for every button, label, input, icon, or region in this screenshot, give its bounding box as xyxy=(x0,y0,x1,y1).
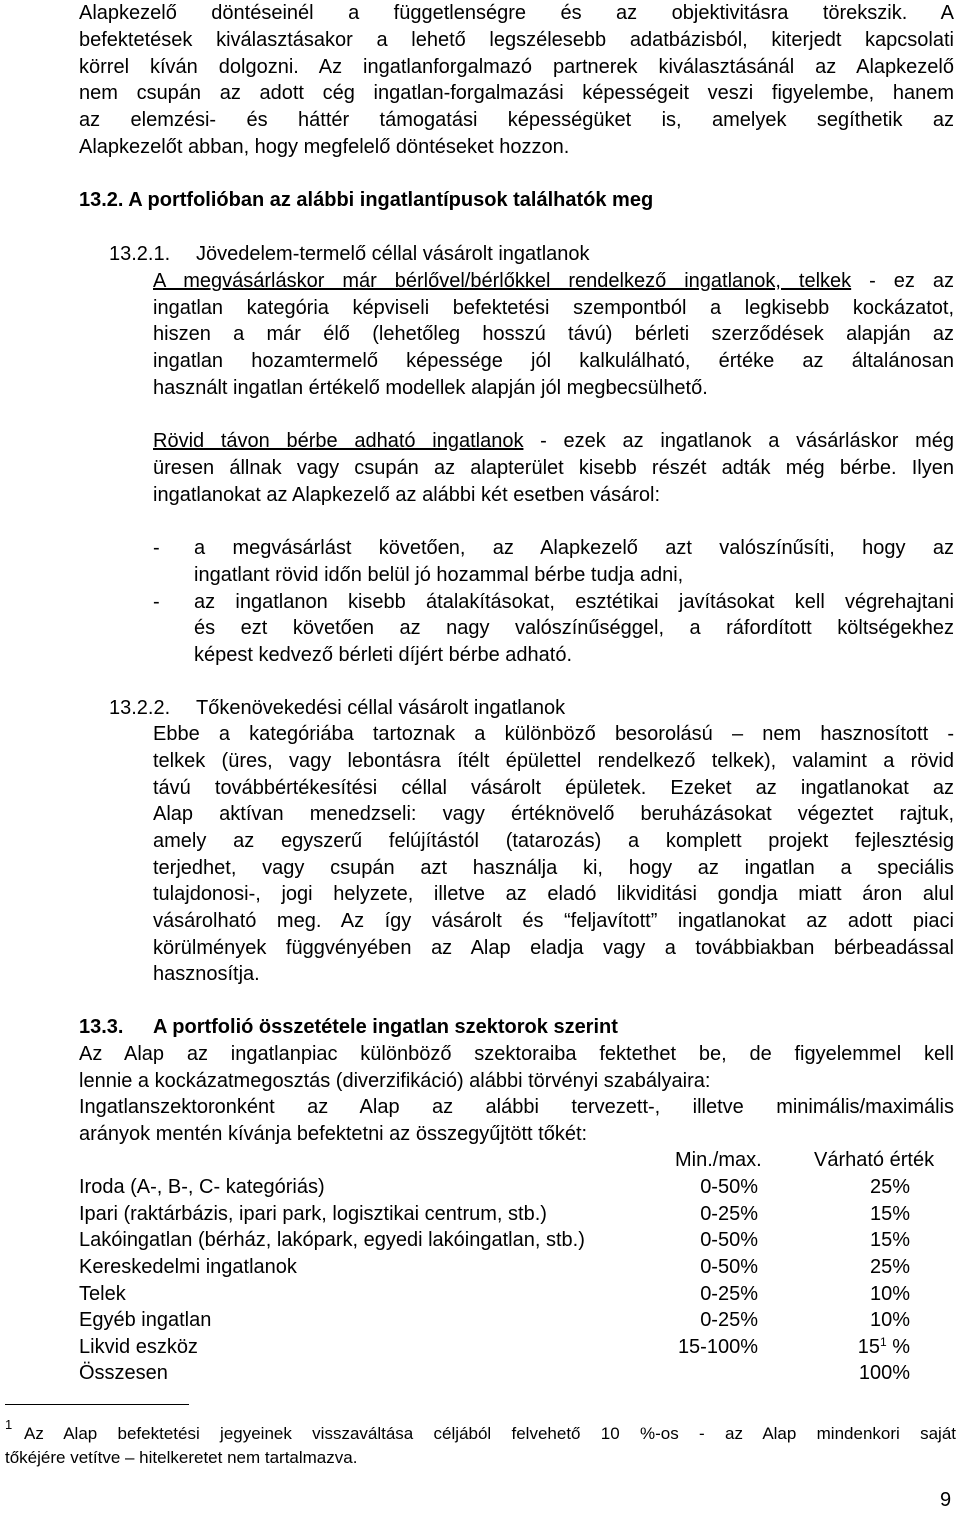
row-expected-value: 15 xyxy=(857,1336,880,1358)
header-expected: Várható érték xyxy=(814,1149,935,1171)
subsection-number-13-2-1: 13.2.1. xyxy=(109,243,171,265)
section-number-13-3: 13.3. xyxy=(79,1016,124,1038)
row-label: Iroda (A-, B-, C- kategóriás) xyxy=(79,1176,325,1198)
income-properties-term: A megvásárláskor már bérlővel/bérlőkkel rendelkező ingatlanok, telkek xyxy=(153,270,852,292)
row-expected: 25% xyxy=(869,1256,910,1278)
body-line: használt ingatlan értékelő modellek alapján jól megbecsülhető. xyxy=(153,377,708,399)
body-line: amely az egyszerű felújítástól (tatarozás) a komplett projekt fejlesztésig xyxy=(153,830,954,852)
row-label: Ipari (raktárbázis, ipari park, logisztikai centrum, stb.) xyxy=(79,1203,547,1225)
body-line: arányok mentén kívánja befektetni az összegyűjtött tőkét: xyxy=(79,1123,588,1145)
subsection-number-13-2-2: 13.2.2. xyxy=(109,697,171,719)
row-minmax: 15-100% xyxy=(677,1336,758,1358)
bullet-line: és ezt követően az nagy valószínűséggel, a ráfordított költségekhez xyxy=(194,617,954,639)
header-minmax: Min./max. xyxy=(675,1149,762,1171)
subsection-title-13-2-2: Tőkenövekedési céllal vásárolt ingatlanok xyxy=(196,697,566,719)
footnote-separator xyxy=(5,1404,189,1405)
footnote-line: Az Alap befektetési jegyeinek visszaváltása céljából felvehető 10 %-os - az Alap mindenkori saját xyxy=(24,1424,956,1443)
row-expected: 15% xyxy=(869,1203,910,1225)
body-line: ingatlan kategória képviseli befektetési szempontból a legkisebb kockázatot, xyxy=(153,297,954,319)
row-minmax: 0-50% xyxy=(700,1256,758,1278)
row-expected: 15% xyxy=(869,1229,910,1251)
row-label: Összesen xyxy=(79,1362,168,1384)
intro-line: Alapkezelőt abban, hogy megfelelő döntéseket hozzon. xyxy=(79,136,570,158)
row-minmax: 0-25% xyxy=(700,1309,758,1331)
section-heading-13-3: A portfolió összetétele ingatlan szektorok szerint xyxy=(153,1016,618,1038)
body-line: körülmények függvényében az Alap eladja vagy a továbbiakban bérbeadással xyxy=(153,937,954,959)
row-minmax: 0-25% xyxy=(700,1203,758,1225)
bullet-dash: - xyxy=(153,591,160,613)
bullet-dash: - xyxy=(153,537,160,559)
row-label: Kereskedelmi ingatlanok xyxy=(79,1256,297,1278)
short-term-lead-line xyxy=(153,429,954,455)
intro-line: körrel kíván dolgozni. Az ingatlanforgalmazó partnerek kiválasztásánál az Alapkezelő xyxy=(79,56,954,78)
row-expected-suffix: % xyxy=(886,1336,910,1358)
lead-rest: - ez az xyxy=(851,270,954,292)
body-line: távú továbbértékesítési céllal vásárolt épületek. Ezeket az ingatlanokat az xyxy=(153,777,954,799)
subsection-title-13-2-1: Jövedelem-termelő céllal vásárolt ingatlanok xyxy=(196,243,590,265)
row-label: Lakóingatlan (bérház, lakópark, egyedi lakóingatlan, stb.) xyxy=(79,1229,585,1251)
body-line: telkek (üres, vagy lebontásra ítélt épülettel rendelkező telkek), valamint a rövid xyxy=(153,750,954,772)
body-line: hasznosítja. xyxy=(153,963,260,985)
page-number: 9 xyxy=(940,1489,952,1511)
body-line: Ingatlanszektoronként az Alap az alábbi tervezett-, illetve minimális/maximális xyxy=(79,1096,954,1118)
body-line: hiszen a már élő (lehetőleg hosszú távú) bérleti szerződések alapján az xyxy=(153,323,954,345)
footnote-mark: 1 xyxy=(5,1417,13,1432)
intro-line: befektetések kiválasztásakor a lehető legszélesebb adatbázisból, kiterjedt kapcsolati xyxy=(79,29,954,51)
bullet-line: képest kedvező bérleti díjért bérbe adható. xyxy=(194,644,573,666)
body-line: Ebbe a kategóriába tartoznak a különböző besorolású – nem hasznosított - xyxy=(153,723,954,745)
section-heading-13-2: 13.2. A portfolióban az alábbi ingatlantípusok találhatók meg xyxy=(79,189,654,211)
row-minmax: 0-25% xyxy=(700,1283,758,1305)
intro-line: az elemzési- és háttér támogatási képességüket is, amelyek segíthetik az xyxy=(79,109,954,131)
intro-line: nem csupán az adott cég ingatlan-forgalmazási képességeit veszi figyelembe, hanem xyxy=(79,82,954,104)
row-expected xyxy=(800,1335,910,1361)
body-line: vásárolható meg. Az így vásárolt és “feljavított” ingatlanokat az adott piaci xyxy=(153,910,954,932)
body-line: üresen állnak vagy csupán az alapterület kisebb részét adták még bérbe. Ilyen xyxy=(153,457,954,479)
row-minmax: 0-50% xyxy=(700,1229,758,1251)
body-line: ingatlan hozamtermelő képessége jól kalkulálható, értéke az általánosan xyxy=(153,350,954,372)
bullet-line: ingatlant rövid időn belül jó hozammal bérbe tudja adni, xyxy=(194,564,684,586)
short-term-term: Rövid távon bérbe adható ingatlanok xyxy=(153,430,524,452)
lead-line xyxy=(153,269,954,295)
row-expected: 10% xyxy=(869,1309,910,1331)
body-line: Az Alap az ingatlanpiac különböző szektoraiba fektethet be, de figyelemmel kell xyxy=(79,1043,954,1065)
row-label: Likvid eszköz xyxy=(79,1336,198,1358)
body-line: ingatlanokat az Alapkezelő az alábbi két esetben vásárol: xyxy=(153,484,661,506)
bullet-line: az ingatlanon kisebb átalakításokat, esztétikai javításokat kell végrehajtani xyxy=(194,591,954,613)
bullet-line: a megvásárlást követően, az Alapkezelő azt valószínűsíti, hogy az xyxy=(194,537,954,559)
row-minmax: 0-50% xyxy=(700,1176,758,1198)
body-line: terjedhet, vagy csupán azt használja ki, hogy az ingatlan a speciális xyxy=(153,857,954,879)
row-expected: 100% xyxy=(858,1362,910,1384)
body-line: lennie a kockázatmegosztás (diverzifikáció) alábbi törvényi szabályaira: xyxy=(79,1070,711,1092)
footnote-ref[interactable]: 1 xyxy=(879,1335,887,1349)
row-expected: 10% xyxy=(869,1283,910,1305)
intro-line: Alapkezelő döntéseinél a függetlenségre és az objektivitásra törekszik. A xyxy=(79,2,954,24)
row-expected: 25% xyxy=(869,1176,910,1198)
body-line: Alap aktívan menedzseli: vagy értéknövelő beruházásokat végeztet rajtuk, xyxy=(153,803,954,825)
short-term-rest: - ezek az ingatlanok a vásárláskor még xyxy=(523,430,954,452)
row-label: Egyéb ingatlan xyxy=(79,1309,212,1331)
body-line: tulajdonosi-, jogi helyzete, illetve az eladó likviditási gondja miatt áron alul xyxy=(153,883,954,905)
footnote-line: tőkéjére vetítve – hitelkeretet nem tartalmazva. xyxy=(5,1448,358,1467)
row-label: Telek xyxy=(79,1283,126,1305)
